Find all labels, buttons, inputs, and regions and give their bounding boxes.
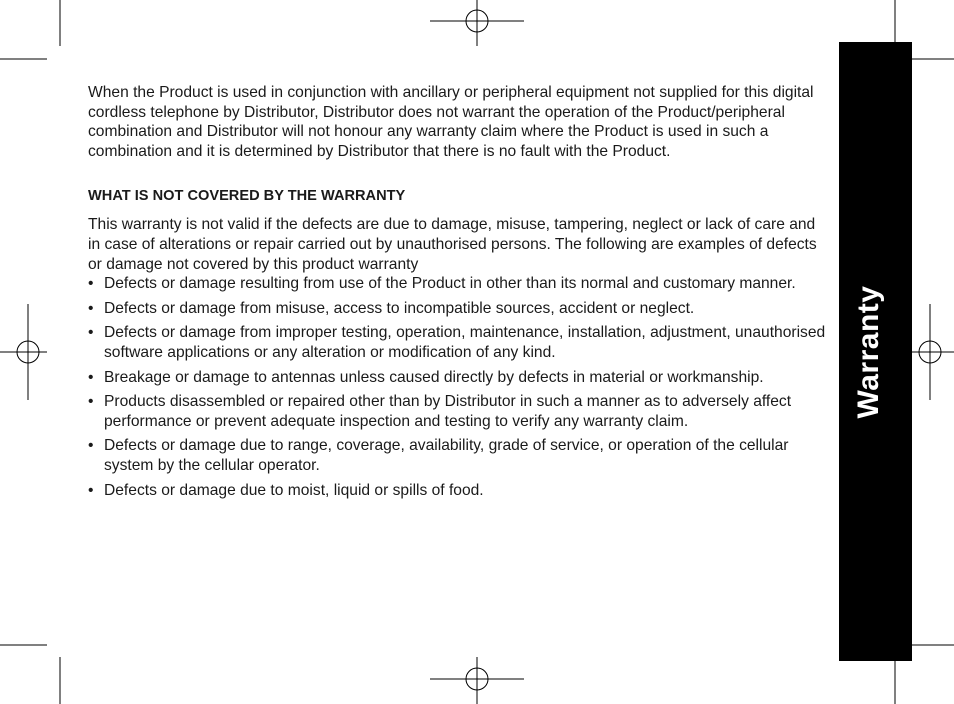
section-heading: WHAT IS NOT COVERED BY THE WARRANTY [88,188,406,205]
list-item-text: Defects or damage resulting from use of the Product in other than its normal and customary manner. [104,275,796,293]
bullet-icon: • [88,393,94,411]
list-item [88,368,828,388]
bullet-icon: • [88,368,94,386]
list-item [88,274,828,294]
warranty-text [88,83,828,500]
registration-mark-right [908,304,954,400]
section-tab-label: Warranty [852,285,885,419]
list-item [88,299,828,319]
registration-mark-top [430,0,524,46]
lead-paragraph: This warranty is not valid if the defects are due to damage, misuse, tampering, neglect or lack of care and in case of alterations or repair carried out by unauthorised persons. The following are examples of defects or damage not covered by this product warranty [88,216,817,273]
intro-paragraph: When the Product is used in conjunction with ancillary or peripheral equipment not supplied for this digital cordless telephone by Distributor, Distributor does not warrant the operation of the Product/peripheral combination and Distributor will not honour any warranty claim where the Product is used in such a combination and it is determined by Distributor that there is no fault with the Product. [88,84,814,160]
list-item [88,323,828,362]
bullet-icon: • [88,299,94,317]
bullet-icon: • [88,275,94,293]
list-item [88,392,828,431]
bullet-icon: • [88,437,94,455]
list-item-text: Breakage or damage to antennas unless caused directly by defects in material or workmanship. [104,368,764,386]
list-item [88,481,828,501]
list-item-text: Defects or damage due to range, coverage, availability, grade of service, or operation of the cellular system by the cellular operator. [104,437,789,474]
list-item-text: Defects or damage from improper testing, operation, maintenance, installation, adjustment, unauthorised software applications or any alteration or modification of any kind. [104,324,826,361]
bullet-icon: • [88,324,94,342]
bullet-icon: • [88,481,94,499]
list-item-text: Defects or damage from misuse, access to incompatible sources, accident or neglect. [104,299,695,317]
exclusions-list [88,274,828,500]
registration-mark-left [0,304,47,400]
list-item-text: Defects or damage due to moist, liquid or spills of food. [104,481,484,499]
registration-mark-bottom [430,657,524,704]
list-item-text: Products disassembled or repaired other than by Distributor in such a manner as to adversely affect performance or prevent adequate inspection and testing to verify any warranty claim. [104,393,792,430]
list-item [88,436,828,475]
